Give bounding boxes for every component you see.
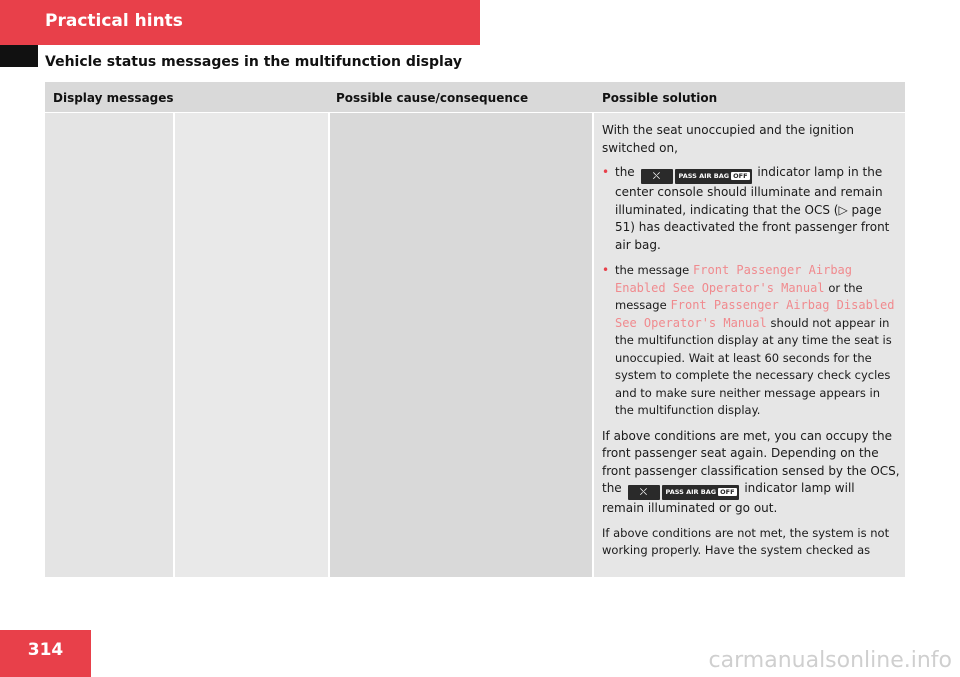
bullet-icon: • bbox=[602, 263, 610, 277]
pass-air-bag-icon: PASS AIR BAG OFF bbox=[662, 485, 739, 500]
display-message-disabled: Front Passenger Airbag Disabled See Operator's Manual bbox=[615, 298, 895, 330]
section-tab bbox=[0, 45, 38, 67]
display-message-enabled: Front Passenger Airbag Enabled See Operator's Manual bbox=[615, 263, 852, 295]
page-number: 314 bbox=[27, 640, 64, 660]
table-header bbox=[45, 82, 905, 112]
passenger-seat-icon: ⛌ bbox=[641, 169, 673, 184]
solution-intro: With the seat unoccupied and the ignition switched on, bbox=[602, 123, 854, 155]
pass-air-bag-icon: PASS AIR BAG OFF bbox=[675, 169, 752, 184]
section-title: Practical hints bbox=[45, 11, 183, 31]
solution-paragraph-not-met: If above conditions are not met, the system is not working properly. Have the system checked as bbox=[602, 525, 890, 557]
pass-airbag-off-lamp bbox=[628, 485, 739, 500]
solution-paragraph-occupy: If above conditions are met, you can occupy the front passenger seat again. Depending on the front passenger classification sensed by the OCS, the ⛌ PASS AIR BAG OFF indicator lamp will remain illuminated or go out. bbox=[602, 428, 900, 515]
passenger-seat-icon: ⛌ bbox=[628, 485, 660, 500]
header-possible-cause: Possible cause/consequence bbox=[336, 91, 529, 105]
cell-possible-solution bbox=[594, 113, 905, 577]
cell-display-message bbox=[45, 113, 173, 577]
table-row bbox=[45, 113, 905, 577]
page-number-bar bbox=[0, 630, 91, 677]
list-item: • the message Front Passenger Airbag Enabled See Operator's Manual or the message Front Passenger Airbag Disabled See Operator's Manual should not appear in the multifunction display at any time the seat is unoccupied. Wait at least 60 seconds for the system to complete the necessary check cycles and to make sure neither message appears in the multifunction display. bbox=[602, 263, 895, 417]
page-subtitle: Vehicle status messages in the multifunction display bbox=[45, 54, 462, 70]
watermark: carmanualsonline.info bbox=[708, 648, 952, 673]
bullet-icon: • bbox=[602, 165, 610, 179]
cell-possible-cause bbox=[330, 113, 592, 577]
header-display-messages: Display messages bbox=[53, 91, 174, 105]
header-possible-solution: Possible solution bbox=[602, 91, 718, 105]
list-item: • the ⛌ PASS AIR BAG OFF indicator lamp in the center console should illuminate and remain illuminated, indicating that the OCS (▷ page 51) has deactivated the front passenger front air bag. bbox=[602, 165, 890, 252]
cell-display-message-detail bbox=[175, 113, 328, 577]
pass-airbag-off-lamp bbox=[641, 169, 752, 184]
status-messages-table bbox=[45, 82, 905, 577]
